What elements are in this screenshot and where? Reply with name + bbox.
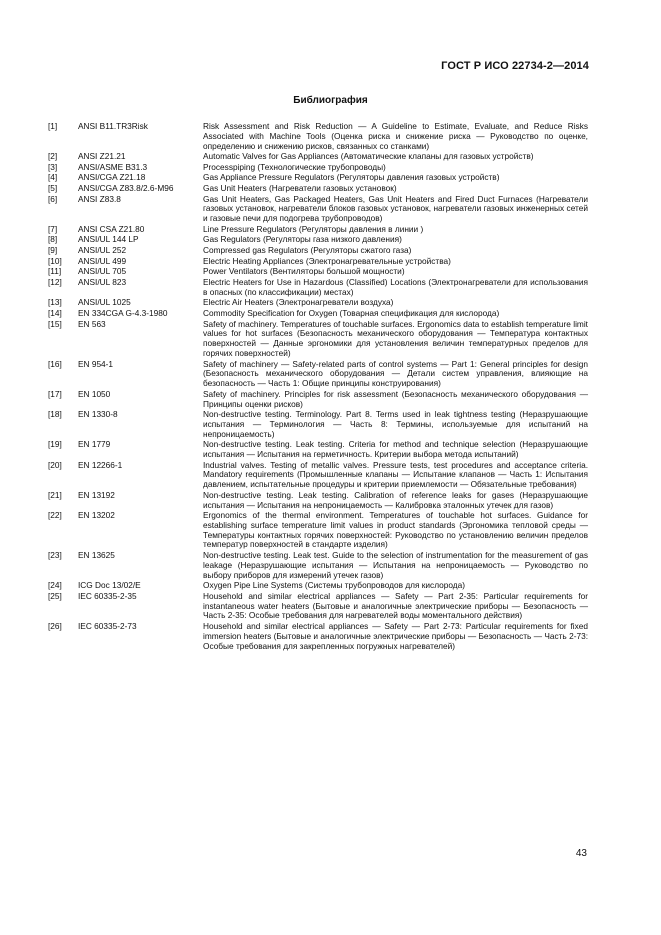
reference-number: [5] bbox=[48, 183, 58, 194]
reference-number: [20] bbox=[48, 459, 62, 470]
reference-text: Electric Heaters for Use in Hazardous (Classified) Locations (Электронагреватели для использования в опасных (по классификации) местах) bbox=[203, 277, 588, 297]
reference-entry bbox=[48, 592, 588, 621]
reference-text: Gas Appliance Pressure Regulators (Регуляторы давления газовых устройств) bbox=[203, 172, 500, 183]
reference-list bbox=[48, 122, 588, 652]
reference-number: [4] bbox=[48, 172, 58, 183]
reference-entry bbox=[48, 246, 588, 256]
reference-text: Non-destructive testing. Leak testing. Criteria for method and technique selection (Неразрушающие испытания — Испытания на герметичность. Критерии выбора метода испытаний) bbox=[203, 439, 588, 460]
reference-entry bbox=[48, 320, 588, 359]
reference-entry bbox=[48, 267, 588, 277]
reference-code: ANSI B11.TR3Risk bbox=[78, 121, 148, 131]
reference-number: [8] bbox=[48, 234, 58, 245]
reference-code: EN 1779 bbox=[78, 439, 111, 450]
reference-code: ANSI/CGA Z21.18 bbox=[78, 172, 146, 183]
reference-number: [22] bbox=[48, 510, 62, 521]
reference-code: EN 13625 bbox=[78, 550, 115, 561]
reference-number: [7] bbox=[48, 223, 58, 234]
reference-text: Safety of machinery. Temperatures of touchable surfaces. Ergonomics data to establish temperature limit values for hot surfaces (Безопасность механического оборудования — Температура контактных поверхностей — Данные эргономики для установления величин температурных пределов для горячих поверхностей) bbox=[203, 318, 588, 358]
reference-entry bbox=[48, 225, 588, 235]
reference-code: EN 13202 bbox=[78, 510, 115, 521]
reference-code: EN 1050 bbox=[78, 388, 111, 399]
reference-number: [13] bbox=[48, 297, 62, 308]
bibliography-title: Библиография bbox=[293, 95, 368, 106]
reference-number: [19] bbox=[48, 439, 62, 450]
reference-text: Safety of machinery. Principles for risk assessment (Безопасность механического оборудования — Принципы оценки рисков) bbox=[203, 388, 588, 409]
reference-code: EN 13192 bbox=[78, 489, 115, 500]
reference-code: ANSI/CGA Z83.8/2.6-M96 bbox=[78, 183, 174, 194]
reference-text: Line Pressure Regulators (Регуляторы давления в линии ) bbox=[203, 223, 424, 234]
reference-code: IEC 60335-2-35 bbox=[78, 590, 137, 601]
reference-code: ANSI/UL 1025 bbox=[78, 297, 131, 308]
reference-text: Non-destructive testing. Terminology. Part 8. Terms used in leak tightness testing (Неразрушающие испытания — Терминология — Часть 8: Термины, используемые для испытаний на непроницаемость) bbox=[203, 409, 588, 439]
reference-number: [3] bbox=[48, 161, 58, 172]
reference-entry bbox=[48, 195, 588, 224]
reference-number: [26] bbox=[48, 621, 62, 632]
reference-number: [25] bbox=[48, 590, 62, 601]
reference-entry bbox=[48, 152, 588, 162]
reference-entry bbox=[48, 410, 588, 439]
reference-text: Household and similar electrical appliances — Safety — Part 2-73: Particular requirements for fixed immersion heaters (Бытовые и аналогичные электрические приборы — Безопасность — Часть 2-73: Особые требования для закрепленных погружных нагревателей) bbox=[203, 621, 588, 651]
document-header: ГОСТ Р ИСО 22734-2—2014 bbox=[441, 60, 589, 72]
reference-code: ANSI/UL 823 bbox=[78, 277, 127, 288]
reference-text: Ergonomics of the thermal environment. Temperatures of touchable hot surfaces. Guidance for establishing surface temperature limit values in product standards (Эргономика тепловой среды — Температуры контактных горячих поверхностей: Руководство по установлению величин пределов температур поверхностей в стандарте изделия) bbox=[203, 510, 588, 550]
reference-text: Household and similar electrical appliances — Safety — Part 2-35: Particular requirements for instantaneous water heaters (Бытовые и аналогичные электрические приборы — Безопасность — Часть 2-35: Особые требования для нагревателей воды моментального действия) bbox=[203, 590, 588, 621]
reference-entry bbox=[48, 511, 588, 550]
reference-code: EN 563 bbox=[78, 318, 106, 329]
reference-code: EN 954-1 bbox=[78, 358, 114, 369]
reference-text: Industrial valves. Testing of metallic valves. Pressure tests, test procedures and acceptance criteria. Mandatory requirements (Промышленные клапаны — Испытание клапанов — Часть 1: Испытания давлением, испытательные процедуры и критерии приемлемости — Обязательные требования) bbox=[203, 459, 588, 490]
reference-text: Electric Heating Appliances (Электронагревательные устройства) bbox=[203, 255, 451, 266]
reference-number: [24] bbox=[48, 580, 62, 591]
reference-code: ANSI CSA Z21.80 bbox=[78, 223, 145, 234]
reference-text: Processpiping (Технологические трубопроводы) bbox=[203, 161, 386, 172]
reference-code: ANSI/UL 705 bbox=[78, 266, 127, 277]
reference-text: Gas Unit Heaters (Нагреватели газовых установок) bbox=[203, 183, 397, 194]
reference-number: [10] bbox=[48, 255, 62, 266]
reference-text: Gas Unit Heaters, Gas Packaged Heaters, Gas Unit Heaters and Fired Duct Furnaces (Нагреватели газовых установок, нагреватели блоков газовых установок, нагреватели газовых инженерных сетей и газовые печи для подогрева трубопроводов) bbox=[203, 193, 588, 224]
reference-entry bbox=[48, 122, 588, 151]
reference-entry bbox=[48, 360, 588, 389]
reference-text: Commodity Specification for Oxygen (Товарная спецификация для кислорода) bbox=[203, 308, 500, 319]
reference-code: ANSI Z83.8 bbox=[78, 193, 121, 204]
reference-number: [9] bbox=[48, 245, 58, 256]
reference-entry bbox=[48, 390, 588, 410]
reference-code: EN 1330-8 bbox=[78, 409, 118, 420]
reference-number: [17] bbox=[48, 388, 62, 399]
reference-text: Compressed gas Regulators (Регуляторы сжатого газа) bbox=[203, 245, 412, 256]
reference-number: [18] bbox=[48, 409, 62, 420]
reference-number: [15] bbox=[48, 318, 62, 329]
reference-text: Safety of machinery — Safety-related parts of control systems — Part 1: General principles for design (Безопасность механического оборудования — Детали систем управления, влияющие на безопасность — Часть 1: Общие принципы конструирования) bbox=[203, 358, 588, 389]
reference-text: Risk Assessment and Risk Reduction — A Guideline to Estimate, Evaluate, and Reduce Risks Associated with Machine Tools (Оценка риска и снижение риска — Руководство по оценке, определению и снижению рисков, связанных со станками) bbox=[203, 121, 588, 151]
reference-code: ANSI/UL 499 bbox=[78, 255, 127, 266]
reference-entry bbox=[48, 551, 588, 580]
reference-entry bbox=[48, 298, 588, 308]
reference-entry bbox=[48, 461, 588, 490]
reference-entry bbox=[48, 235, 588, 245]
reference-number: [16] bbox=[48, 358, 62, 369]
reference-text: Oxygen Pipe Line Systems (Системы трубопроводов для кислорода) bbox=[203, 580, 466, 591]
page-number: 43 bbox=[575, 848, 587, 859]
reference-entry bbox=[48, 581, 588, 591]
reference-number: [6] bbox=[48, 193, 58, 204]
reference-text: Gas Regulators (Регуляторы газа низкого давления) bbox=[203, 234, 402, 245]
reference-text: Non-destructive testing. Leak testing. Calibration of reference leaks for gases (Неразрушающие испытания — Испытания на непроницаемость — Калибровка эталонных утечек для газов) bbox=[203, 489, 588, 510]
reference-entry bbox=[48, 173, 588, 183]
reference-entry bbox=[48, 278, 588, 298]
reference-text: Electric Air Heaters (Электронагреватели воздуха) bbox=[203, 297, 394, 308]
reference-code: EN 334CGA G-4.3-1980 bbox=[78, 308, 168, 319]
reference-entry bbox=[48, 622, 588, 651]
reference-code: IEC 60335-2-73 bbox=[78, 621, 137, 632]
reference-text: Non-destructive testing. Leak test. Guide to the selection of instrumentation for the measurement of gas leakage (Неразрушающие испытания — Испытания на непроницаемость — Руководство по выбору приборов для измерений утечек газов) bbox=[203, 550, 588, 580]
reference-number: [21] bbox=[48, 489, 62, 500]
reference-number: [12] bbox=[48, 277, 62, 288]
reference-number: [23] bbox=[48, 550, 62, 561]
reference-entry bbox=[48, 257, 588, 267]
reference-number: [14] bbox=[48, 308, 62, 319]
reference-code: ANSI/UL 144 LP bbox=[78, 234, 139, 245]
reference-code: ANSI/ASME B31.3 bbox=[78, 161, 148, 172]
reference-code: ICG Doc 13/02/E bbox=[78, 580, 141, 591]
reference-entry bbox=[48, 309, 588, 319]
reference-entry bbox=[48, 163, 588, 173]
reference-number: [1] bbox=[48, 121, 58, 131]
reference-text: Power Ventilators (Вентиляторы большой мощности) bbox=[203, 266, 405, 277]
reference-number: [2] bbox=[48, 151, 58, 162]
reference-entry bbox=[48, 491, 588, 511]
reference-code: ANSI Z21.21 bbox=[78, 151, 126, 162]
reference-code: EN 12266-1 bbox=[78, 459, 123, 470]
reference-entry bbox=[48, 440, 588, 460]
reference-code: ANSI/UL 252 bbox=[78, 245, 127, 256]
reference-text: Automatic Valves for Gas Appliances (Автоматические клапаны для газовых устройств) bbox=[203, 151, 534, 162]
reference-entry bbox=[48, 184, 588, 194]
reference-number: [11] bbox=[48, 266, 62, 277]
